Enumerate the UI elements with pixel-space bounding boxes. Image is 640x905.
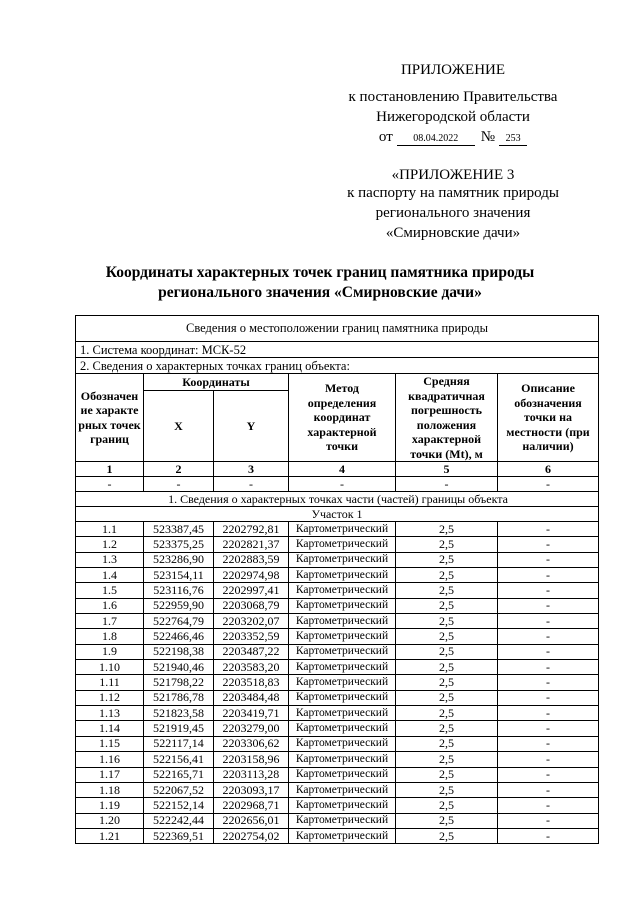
cell-error: 2,5: [396, 721, 498, 736]
cell-error: 2,5: [396, 782, 498, 797]
cell-error: 2,5: [396, 690, 498, 705]
empty-cell: -: [498, 477, 599, 492]
cell-method: Картометрический: [289, 568, 396, 583]
col-x-header: X: [144, 391, 214, 462]
cell-x: 522764,79: [144, 614, 214, 629]
table-caption-row: [76, 316, 599, 342]
cell-method: Картометрический: [289, 721, 396, 736]
cell-id: 1.9: [76, 644, 144, 659]
cell-method: Картометрический: [289, 583, 396, 598]
cell-y: 2203068,79: [214, 598, 289, 613]
cell-description: -: [498, 598, 599, 613]
cell-description: -: [498, 568, 599, 583]
cell-error: 2,5: [396, 568, 498, 583]
cell-error: 2,5: [396, 828, 498, 843]
significance-line: регионального значения: [375, 205, 531, 221]
cell-error: 2,5: [396, 537, 498, 552]
cell-y: 2202883,59: [214, 552, 289, 567]
empty-cell: -: [76, 477, 144, 492]
cell-x: 523154,11: [144, 568, 214, 583]
cell-id: 1.8: [76, 629, 144, 644]
table-row: [76, 782, 599, 797]
cell-description: -: [498, 537, 599, 552]
cell-id: 1.4: [76, 568, 144, 583]
document-title-line1: Координаты характерных точек границ памятника природы: [105, 264, 535, 281]
region-line: Нижегородской области: [376, 109, 530, 125]
column-number: 1: [76, 462, 144, 477]
cell-x: 521786,78: [144, 690, 214, 705]
cell-x: 522198,38: [144, 644, 214, 659]
cell-description: -: [498, 675, 599, 690]
monument-name-line: «Смирновские дачи»: [385, 225, 521, 241]
cell-id: 1.18: [76, 782, 144, 797]
cell-id: 1.14: [76, 721, 144, 736]
cell-y: 2202974,98: [214, 568, 289, 583]
cell-error: 2,5: [396, 614, 498, 629]
cell-y: 2202656,01: [214, 813, 289, 828]
cell-method: Картометрический: [289, 752, 396, 767]
cell-method: Картометрический: [289, 782, 396, 797]
empty-cell: -: [214, 477, 289, 492]
table-row: [76, 644, 599, 659]
empty-cell: -: [396, 477, 498, 492]
cell-error: 2,5: [396, 644, 498, 659]
empty-cell: -: [289, 477, 396, 492]
cell-x: 522369,51: [144, 828, 214, 843]
cell-description: -: [498, 736, 599, 751]
table-row: [76, 690, 599, 705]
cell-id: 1.3: [76, 552, 144, 567]
cell-x: 523286,90: [144, 552, 214, 567]
cell-method: Картометрический: [289, 537, 396, 552]
cell-y: 2203093,17: [214, 782, 289, 797]
table-row: [76, 614, 599, 629]
cell-id: 1.7: [76, 614, 144, 629]
cell-id: 1.12: [76, 690, 144, 705]
table-row: [76, 706, 599, 721]
cell-error: 2,5: [396, 660, 498, 675]
points-info-row: [76, 358, 599, 374]
cell-y: 2203583,20: [214, 660, 289, 675]
cell-x: 522117,14: [144, 736, 214, 751]
cell-method: Картометрический: [289, 629, 396, 644]
column-number: 2: [144, 462, 214, 477]
cell-error: 2,5: [396, 767, 498, 782]
coord-system: 1. Система координат: МСК-52: [76, 342, 599, 358]
empty-cell: -: [144, 477, 214, 492]
cell-x: 522067,52: [144, 782, 214, 797]
cell-id: 1.16: [76, 752, 144, 767]
cell-x: 521823,58: [144, 706, 214, 721]
cell-id: 1.11: [76, 675, 144, 690]
cell-x: 521919,45: [144, 721, 214, 736]
cell-y: 2203487,22: [214, 644, 289, 659]
cell-y: 2203419,71: [214, 706, 289, 721]
cell-description: -: [498, 522, 599, 537]
cell-id: 1.1: [76, 522, 144, 537]
cell-method: Картометрический: [289, 736, 396, 751]
cell-y: 2202968,71: [214, 798, 289, 813]
cell-y: 2202754,02: [214, 828, 289, 843]
cell-id: 1.5: [76, 583, 144, 598]
table-row: [76, 660, 599, 675]
cell-method: Картометрический: [289, 675, 396, 690]
cell-method: Картометрический: [289, 690, 396, 705]
cell-error: 2,5: [396, 752, 498, 767]
document-title-line2: регионального значения «Смирновские дачи»: [158, 284, 482, 301]
cell-y: 2202792,81: [214, 522, 289, 537]
cell-id: 1.10: [76, 660, 144, 675]
cell-description: -: [498, 782, 599, 797]
cell-method: Картометрический: [289, 660, 396, 675]
cell-x: 522466,46: [144, 629, 214, 644]
cell-y: 2203158,96: [214, 752, 289, 767]
col-coordinates-header: Координаты: [144, 374, 289, 391]
cell-method: Картометрический: [289, 706, 396, 721]
cell-error: 2,5: [396, 675, 498, 690]
cell-y: 2203484,48: [214, 690, 289, 705]
cell-description: -: [498, 644, 599, 659]
column-number: 6: [498, 462, 599, 477]
cell-method: Картометрический: [289, 522, 396, 537]
section-row: [76, 492, 599, 507]
table-row: [76, 752, 599, 767]
cell-error: 2,5: [396, 813, 498, 828]
cell-method: Картометрический: [289, 552, 396, 567]
cell-description: -: [498, 583, 599, 598]
cell-x: 522152,14: [144, 798, 214, 813]
cell-method: Картометрический: [289, 798, 396, 813]
column-number: 4: [289, 462, 396, 477]
table-row: [76, 598, 599, 613]
points-info: 2. Сведения о характерных точках границ объекта:: [76, 358, 599, 374]
empty-row: [76, 477, 599, 492]
cell-error: 2,5: [396, 736, 498, 751]
cell-description: -: [498, 614, 599, 629]
parcel-heading: Участок 1: [76, 507, 599, 522]
table-row: [76, 813, 599, 828]
cell-id: 1.13: [76, 706, 144, 721]
cell-id: 1.15: [76, 736, 144, 751]
table-row: [76, 721, 599, 736]
parcel-row: [76, 507, 599, 522]
column-number: 3: [214, 462, 289, 477]
table-row: [76, 767, 599, 782]
cell-x: 522165,71: [144, 767, 214, 782]
cell-description: -: [498, 752, 599, 767]
cell-description: -: [498, 828, 599, 843]
from-label: от: [378, 129, 393, 145]
cell-error: 2,5: [396, 629, 498, 644]
cell-y: 2203352,59: [214, 629, 289, 644]
column-number: 5: [396, 462, 498, 477]
table-row: [76, 552, 599, 567]
passport-line: к паспорту на памятник природы: [347, 185, 559, 201]
cell-error: 2,5: [396, 798, 498, 813]
resolution-line: к постановлению Правительства: [348, 89, 558, 105]
cell-x: 523387,45: [144, 522, 214, 537]
table-row: [76, 583, 599, 598]
cell-description: -: [498, 629, 599, 644]
cell-x: 522156,41: [144, 752, 214, 767]
cell-id: 1.21: [76, 828, 144, 843]
cell-y: 2203306,62: [214, 736, 289, 751]
cell-error: 2,5: [396, 706, 498, 721]
cell-description: -: [498, 798, 599, 813]
section-heading: 1. Сведения о характерных точках части (частей) границы объекта: [76, 492, 599, 507]
cell-method: Картометрический: [289, 598, 396, 613]
resolution-date: 08.04.2022: [397, 133, 475, 146]
table-row: [76, 675, 599, 690]
col-designation-header: Обозначение характерных точек границ: [76, 374, 144, 462]
cell-id: 1.17: [76, 767, 144, 782]
cell-method: Картометрический: [289, 767, 396, 782]
cell-x: 522242,44: [144, 813, 214, 828]
table-row: [76, 828, 599, 843]
cell-y: 2203113,28: [214, 767, 289, 782]
cell-method: Картометрический: [289, 644, 396, 659]
coord-system-row: [76, 342, 599, 358]
cell-method: Картометрический: [289, 828, 396, 843]
table-row: [76, 798, 599, 813]
cell-id: 1.20: [76, 813, 144, 828]
cell-description: -: [498, 552, 599, 567]
col-error-header: Средняя квадратичная погрешность положения характерной точки (Mt), м: [396, 374, 498, 462]
cell-id: 1.6: [76, 598, 144, 613]
appendix3-heading: «ПРИЛОЖЕНИЕ 3: [391, 167, 515, 183]
table-row: [76, 568, 599, 583]
number-label: №: [480, 129, 496, 145]
cell-error: 2,5: [396, 522, 498, 537]
cell-method: Картометрический: [289, 614, 396, 629]
col-method-header: Метод определения координат характерной точки: [289, 374, 396, 462]
coordinates-table: [75, 315, 599, 844]
cell-x: 523116,76: [144, 583, 214, 598]
header-row: [76, 374, 599, 391]
table-caption: Сведения о местоположении границ памятника природы: [76, 316, 599, 342]
cell-x: 521798,22: [144, 675, 214, 690]
cell-y: 2203202,07: [214, 614, 289, 629]
cell-description: -: [498, 721, 599, 736]
resolution-number: 253: [499, 133, 527, 146]
cell-y: 2202997,41: [214, 583, 289, 598]
cell-error: 2,5: [396, 552, 498, 567]
cell-id: 1.2: [76, 537, 144, 552]
cell-y: 2203518,83: [214, 675, 289, 690]
cell-description: -: [498, 690, 599, 705]
table-row: [76, 522, 599, 537]
cell-x: 522959,90: [144, 598, 214, 613]
cell-error: 2,5: [396, 598, 498, 613]
cell-error: 2,5: [396, 583, 498, 598]
table-row: [76, 629, 599, 644]
cell-y: 2202821,37: [214, 537, 289, 552]
cell-x: 521940,46: [144, 660, 214, 675]
col-description-header: Описание обозначения точки на местности (при наличии): [498, 374, 599, 462]
cell-description: -: [498, 767, 599, 782]
cell-y: 2203279,00: [214, 721, 289, 736]
appendix-heading: ПРИЛОЖЕНИЕ: [400, 62, 506, 78]
column-numbers-row: [76, 462, 599, 477]
date-number-line: [310, 128, 596, 146]
cell-id: 1.19: [76, 798, 144, 813]
cell-description: -: [498, 813, 599, 828]
table-row: [76, 736, 599, 751]
cell-description: -: [498, 706, 599, 721]
table-row: [76, 537, 599, 552]
cell-x: 523375,25: [144, 537, 214, 552]
cell-description: -: [498, 660, 599, 675]
col-y-header: Y: [214, 391, 289, 462]
cell-method: Картометрический: [289, 813, 396, 828]
